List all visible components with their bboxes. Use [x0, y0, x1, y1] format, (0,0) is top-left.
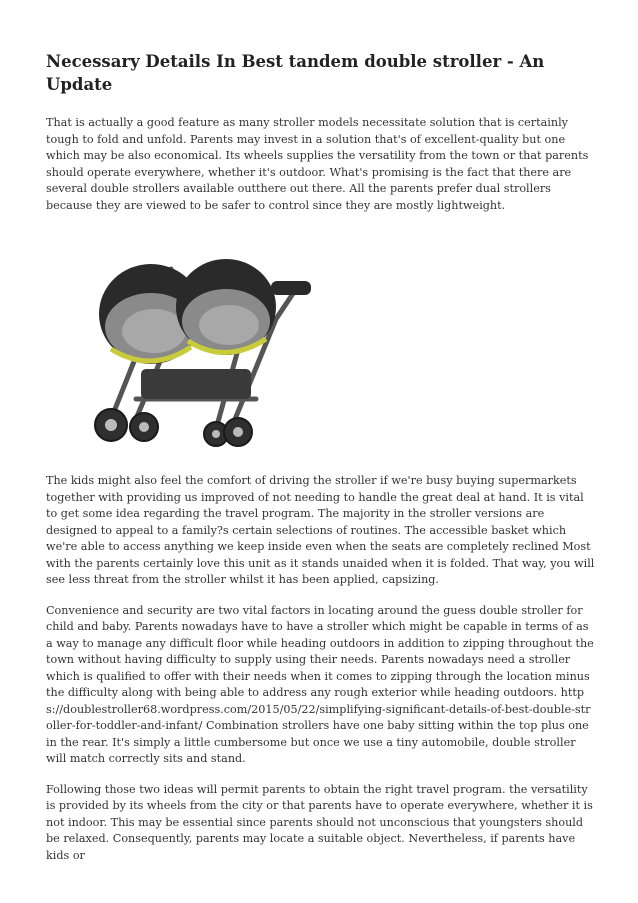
article-link-text: https://doublestroller68.wordpress.com/2015/05/22/simplifying-significant-details-of-best-double-stroller-for-toddler-and-infant/	[46, 686, 591, 732]
tandem-double-stroller-image	[66, 229, 326, 449]
combination-text: Combination strollers have one baby sitting within the top plus one in the rear. It's simply a little cumbersome but once we use a tiny automobile, double stroller will match correctly sits and stand.	[46, 719, 589, 765]
intro-paragraph: That is actually a good feature as many stroller models necessitate solution that is certainly tough to fold and unfold. Parents may invest in a solution that's of excellent-quality but one which may be also economical. Its wheels supplies the versatility from the town or that parents should operate everywhere, whether it's outdoor. What's promising is the fact that there are several double strollers available outthere out there. All the parents prefer dual strollers because they are viewed to be safer to control since they are mostly lightweight.	[46, 116, 589, 212]
document-page	[46, 50, 596, 864]
travel-program-paragraph: Following those two ideas will permit parents to obtain the right travel program. the versatility is provided by its wheels from the city or that parents have to operate everywhere, whether it is not indoor. This may be essential since parents should not unconscious that youngsters should be relaxed. Consequently, parents may locate a suitable object. Nevertheless, if parents have kids or	[46, 782, 593, 862]
comfort-paragraph: The kids might also feel the comfort of driving the stroller if we're busy buying supermarkets together with providing us improved of not needing to handle the great deal at hand. It is vital to get some idea regarding the travel program. The majority in the stroller versions are designed to appeal to a family?s certain selections of routines. The accessible basket which we're able to access anything we keep inside even when the seats are completely reclined Most with the parents certainly love this unit as it stands unaided when it is folded. That way, you will see less threat from the stroller whilst it has been applied, capsizing.	[46, 474, 595, 586]
article-title: Necessary Details In Best tandem double stroller - An Update	[46, 52, 545, 94]
convenience-paragraph	[46, 603, 596, 768]
stroller-image	[66, 229, 326, 449]
convenience-text: Convenience and security are two vital factors in locating around the guess double stroller for child and baby. Parents nowadays have to have a stroller which might be capable in terms of as a way to manage any difficult floor while heading outdoors in addition to zipping throughout the town without having difficulty to supply using their needs. Parents nowadays need a stroller which is qualified to offer with their needs when it comes to zipping through the location minus the difficulty along with being able to address any rough exterior while heading outdoors.	[46, 603, 594, 699]
